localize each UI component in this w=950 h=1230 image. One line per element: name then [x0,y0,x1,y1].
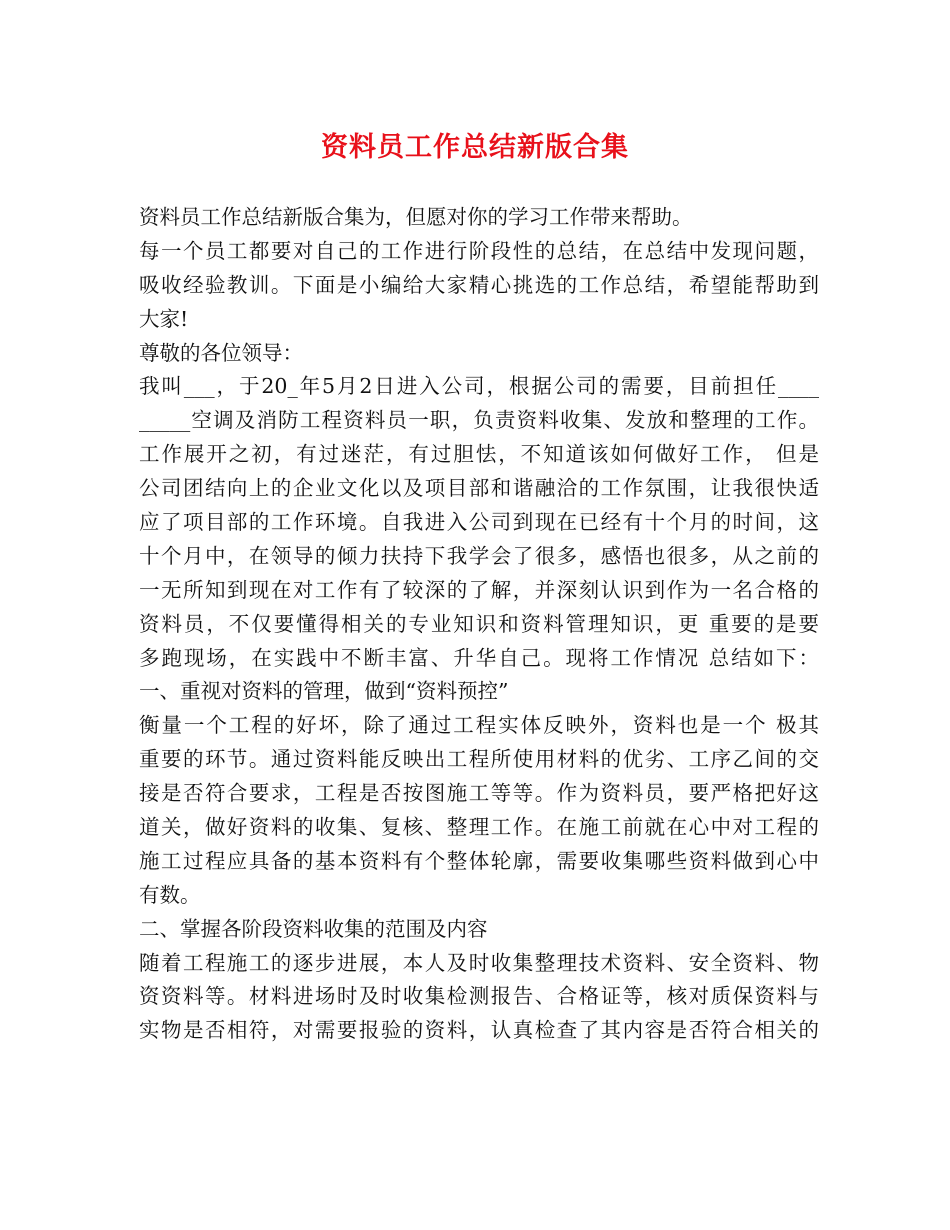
body-line: 施工过程应具备的基本资料有个整体轮廓，需要收集哪些资料做到心中 [139,848,819,873]
body-line: 公司团结向上的企业文化以及项目部和谐融洽的工作氛围，让我很快适 [139,476,819,501]
body-line: 衡量一个工程的好坏，除了通过工程实体反映外，资料也是一个 极其 [139,713,819,738]
body-line: 每一个员工都要对自己的工作进行阶段性的总结，在总结中发现问题， [139,238,819,263]
body-line: 随着工程施工的逐步进展，本人及时收集整理技术资料、安全资料、物 [139,950,819,975]
body-line: 重要的环节。通过资料能反映出工程所使用材料的优劣、工序乙间的交 [139,747,819,772]
body-line: 接是否符合要求，工程是否按图施工等等。作为资料员，要严格把好这 [139,781,819,806]
body-line: 实物是否相符，对需要报验的资料，认真检查了其内容是否符合相关的 [139,1018,819,1043]
body-line: 资料员，不仅要懂得相关的专业知识和资料管理知识，更 重要的是要 [139,611,819,636]
body-line: 多跑现场，在实践中不断丰富、升华自己。现将工作情况 总结如下： [139,645,819,670]
document-title: 资料员工作总结新版合集 [321,132,629,163]
body-line: _____空调及消防工程资料员一职，负责资料收集、发放和整理的工作。 [139,408,819,433]
body-line: 资资料等。材料进场时及时收集检测报告、合格证等，核对质保资料与 [139,984,819,1009]
body-line: 尊敬的各位领导： [139,340,303,365]
body-line: 一无所知到现在对工作有了较深的了解，并深刻认识到作为一名合格的 [139,577,819,602]
body-line: 大家! [139,306,189,331]
body-line: 十个月中，在领导的倾力扶持下我学会了很多，感悟也很多，从之前的 [139,543,819,568]
body-line: 一、重视对资料的管理，做到“资料预控” [139,679,509,704]
body-line: 资料员工作总结新版合集为，但愿对你的学习工作带来帮助。 [139,205,693,229]
document-body [139,201,819,1048]
body-line: 应了项目部的工作环境。自我进入公司到现在已经有十个月的时间，这 [139,510,819,535]
body-line: 二、掌握各阶段资料收集的范围及内容 [139,916,488,941]
body-line: 有数。 [139,882,201,907]
body-line: 吸收经验教训。下面是小编给大家精心挑选的工作总结，希望能帮助到 [139,272,819,297]
body-line: 我叫___，于20_年5月2日进入公司，根据公司的需要，目前担任____ [139,374,819,399]
body-line: 道关，做好资料的收集、复核、整理工作。在施工前就在心中对工程的 [139,815,819,840]
body-line: 工作展开之初，有过迷茫，有过胆怯，不知道该如何做好工作， 但是 [139,442,819,467]
